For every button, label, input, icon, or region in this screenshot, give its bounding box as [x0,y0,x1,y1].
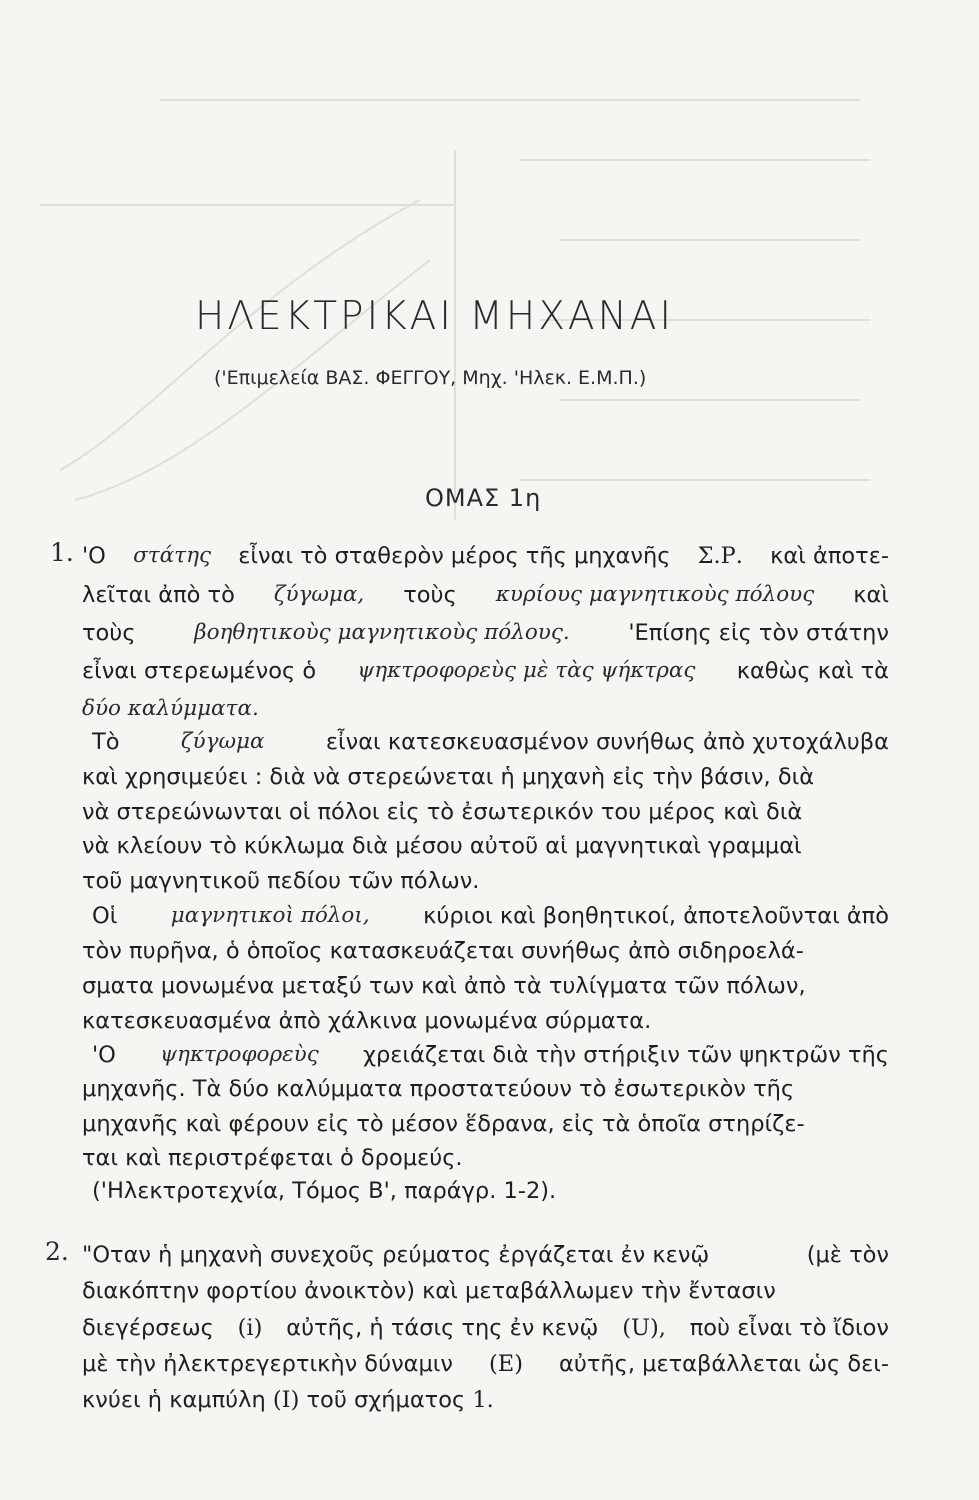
item-1-p4-line-4: ται καὶ περιστρέφεται ὁ δρομεύς. [82,1145,463,1171]
term-brush-holder: ψηκτροφορεὺς [160,1042,319,1067]
text-run: μὲ τὴν ἠλεκτρεγερτικὴν δύναμιν [82,1351,453,1377]
item-1-p2-line-3: νὰ στερεώνωνται οἱ πόλοι εἰς τὸ ἐσωτερικόν του μέρος καὶ διὰ [82,799,803,825]
item-1-p3-line-1 [92,901,889,931]
curve-label: (I) [272,1387,300,1413]
text-run: καὶ ἀποτε- [770,543,889,569]
text-run: 'Ο [92,1042,116,1068]
item-1-line-3 [82,618,889,648]
text-run: 'Επίσης εἰς τὸν στάτην [628,620,889,646]
symbol-i: (i) [237,1315,263,1341]
term-yoke: ζύγωμα, [273,582,365,607]
item-1-line-1 [82,541,889,571]
text-run: ποὺ εἶναι τὸ ἴδιον [689,1315,889,1341]
editor-credit: ('Επιμελεία ΒΑΣ. ΦΕΓΓΟΥ, Μηχ. 'Ηλεκ. Ε.Μ.Π.) [214,367,647,389]
item-2-line-3 [82,1313,889,1343]
item-1-p3-line-2: τὸν πυρῆνα, ὁ ὁποῖος κατασκευάζεται συνήθως ἀπὸ σιδηροελά- [82,938,804,964]
term-brush-holder: ψηκτροφορεὺς μὲ τὰς ψήκτρας [357,658,696,683]
text-run: τοῦ σχήματος [306,1387,466,1413]
text-run: 'Ο [82,543,106,569]
item-1-line-2 [82,580,889,610]
item-1-p2-line-1 [92,727,889,757]
item-2-number: 2. [45,1237,69,1266]
term-covers: δύο καλύμματα. [82,696,259,721]
figure-number: 1. [472,1387,494,1413]
item-2-line-5 [82,1385,889,1415]
document-title: ΗΛΕΚΤΡΙΚΑΙ ΜΗΧΑΝΑΙ [195,294,674,339]
text-run: εἶναι κατεσκευασμένον συνήθως ἀπὸ χυτοχάλυβα [325,729,889,755]
text-run: εἶναι στερεωμένος ὁ [82,658,317,684]
text-run: καὶ [853,582,889,608]
term-main-poles: κυρίους μαγνητικοὺς πόλους [495,582,815,607]
text-run: (μὲ τὸν [806,1242,889,1268]
item-1-p2-line-5: τοῦ μαγνητικοῦ πεδίου τῶν πόλων. [82,868,480,894]
item-2-line-2: διακόπτην φορτίου ἀνοικτὸν) καὶ μεταβάλλωμεν τὴν ἔντασιν [82,1278,776,1304]
text-run: Οἱ [92,903,118,929]
item-1-p2-line-2: καὶ χρησιμεύει : διὰ νὰ στερεώνεται ἡ μηχανὴ εἰς τὴν βάσιν, διὰ [82,764,815,790]
text-run: καθὼς καὶ τὰ [736,658,889,684]
citation: ('Ηλεκτροτεχνία, Τόμος Β', παράγρ. 1-2). [92,1178,557,1204]
item-1-p3-line-3: σματα μονωμένα μεταξύ των καὶ ἀπὸ τὰ τυλίγματα τῶν πόλων, [82,973,806,999]
abbr-sr: Σ.Ρ. [697,543,743,569]
item-1-number: 1. [50,538,74,567]
item-2-line-1 [82,1240,889,1270]
symbol-e: (E) [489,1351,523,1377]
term-magnetic-poles: μαγνητικοὶ πόλοι, [170,903,370,928]
text-run: κύριοι καὶ βοηθητικοί, ἀποτελοῦνται ἀπὸ [423,903,889,929]
text-run: κνύει ἡ καμπύλη [82,1387,266,1413]
text-run: λεῖται ἀπὸ τὸ [82,582,235,608]
symbol-u: (U), [622,1315,666,1341]
item-2-line-4 [82,1349,889,1379]
item-1-p4-line-1 [92,1040,889,1070]
item-1-line-5 [82,693,889,724]
text-run: "Οταν ἡ μηχανὴ συνεχοῦς ρεύματος ἐργάζεται ἐν κενῷ [82,1242,710,1268]
item-1-p3-line-4: κατεσκευασμένα ἀπὸ χάλκινα μονωμένα σύρματα. [82,1008,652,1034]
text-run: τοὺς [403,582,457,608]
term-aux-poles: βοηθητικοὺς μαγνητικοὺς πόλους. [194,620,570,645]
text-run: αὐτῆς, ἡ τάσις της ἐν κενῷ [286,1315,599,1341]
text-run: τοὺς [82,620,136,646]
item-1-p2-line-4: νὰ κλείουν τὸ κύκλωμα διὰ μέσου αὐτοῦ αἱ μαγνητικαὶ γραμμαὶ [82,833,802,859]
text-run: Τὸ [92,729,120,755]
group-title: ΟΜΑΣ 1η [425,484,542,512]
term-stator: στάτης [133,543,211,568]
text-run: διεγέρσεως [82,1315,214,1341]
text-run: χρειάζεται διὰ τὴν στήριξιν τῶν ψηκτρῶν τῆς [362,1042,889,1068]
item-1-p4-line-2: μηχανῆς. Τὰ δύο καλύμματα προστατεύουν τὸ ἐσωτερικὸν τῆς [82,1076,795,1102]
item-1-line-4 [82,656,889,686]
term-yoke: ζύγωμα [180,729,265,754]
item-1-p4-line-3: μηχανῆς καὶ φέρουν εἰς τὸ μέσον ἕδρανα, εἰς τὰ ὁποῖα στηρίζε- [82,1111,805,1137]
text-run: αὐτῆς, μεταβάλλεται ὡς δει- [558,1351,889,1377]
text-run: εἶναι τὸ σταθερὸν μέρος τῆς μηχανῆς [238,543,671,569]
